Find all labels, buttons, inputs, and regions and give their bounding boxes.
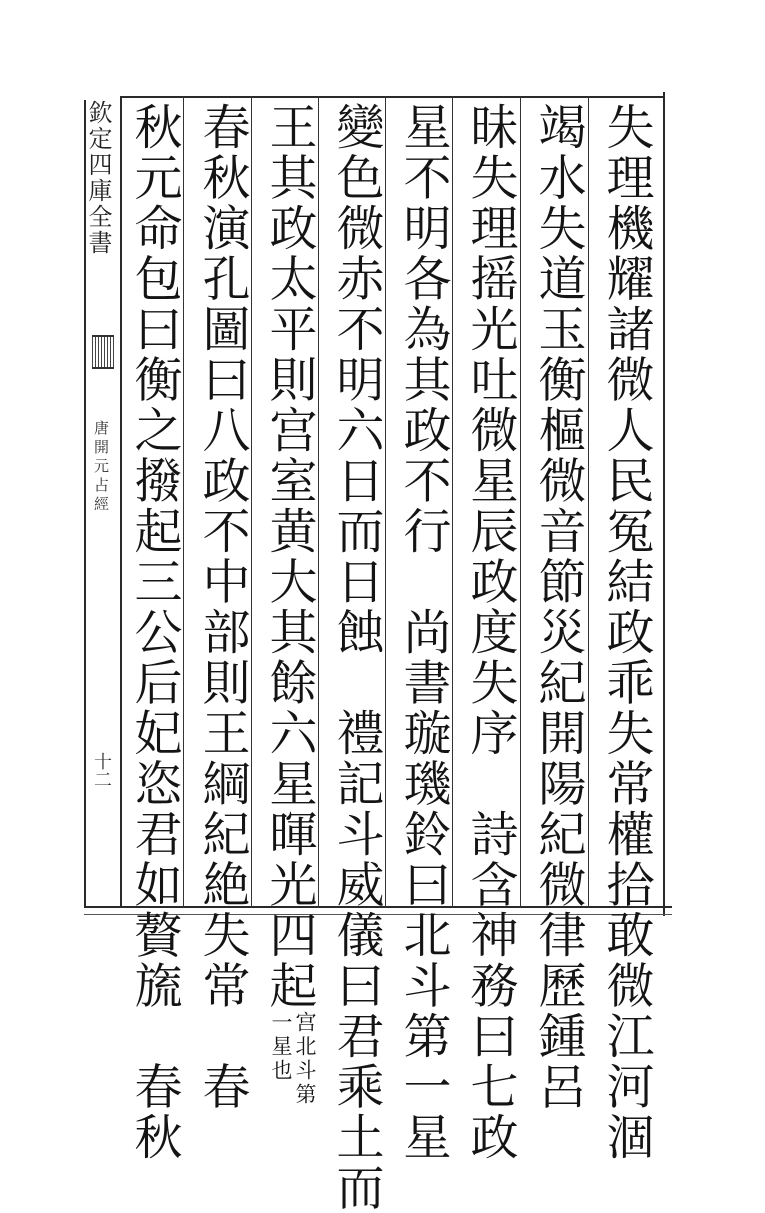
text-column-1 [598, 102, 654, 1163]
interlinear-note: 宫北斗第一星也 [269, 1011, 317, 1107]
margin-rule [120, 96, 122, 908]
text-column-3 [462, 102, 518, 1163]
column-text: 竭水失道玉衡樞微音節災紀開陽紀微律歷鍾呂 [530, 102, 586, 1112]
column-text: 失理機耀諸微人民冤結政乖失常權拾敢微江河涸 [598, 102, 654, 1163]
book-title: 欽定四庫全書 [84, 100, 112, 256]
page-number: 十二 [91, 752, 112, 788]
text-column-5 [328, 102, 384, 1213]
text-column-8 [126, 102, 182, 1163]
column-text: 昧失理摇光吐微星辰政度失序 詩含神務曰七政 [462, 102, 518, 1163]
column-rule [251, 96, 252, 908]
column-rule [318, 96, 319, 908]
text-column-2 [530, 102, 586, 1112]
column-rule [452, 96, 453, 908]
text-column-7 [194, 102, 250, 1112]
column-text: 星不明各為其政不行 尚書璇璣鈴曰北斗第一星 [395, 102, 451, 1163]
frame-right-line [663, 92, 665, 916]
section-title: 唐開元占經 [92, 420, 110, 515]
column-text: 王其政太平則宫室黄大其餘六星暉光四起 [261, 102, 317, 1011]
text-column-4 [395, 102, 451, 1163]
column-text: 變色微赤不明六日而日蝕 禮記斗威儀曰君乘土而 [328, 102, 384, 1213]
fish-tail-ornament-icon [92, 335, 114, 369]
column-text: 秋元命包曰衡之撥起三公后妃恣君如贅旒 春秋 [126, 102, 182, 1163]
column-rule [385, 96, 386, 908]
column-rule [588, 96, 589, 908]
column-rule [183, 96, 184, 908]
frame-top-line [120, 96, 665, 98]
column-text: 春秋演孔圖曰八政不中部則王綱紀絶失常 春 [194, 102, 250, 1112]
text-column-6 [261, 102, 317, 1107]
column-rule [520, 96, 521, 908]
